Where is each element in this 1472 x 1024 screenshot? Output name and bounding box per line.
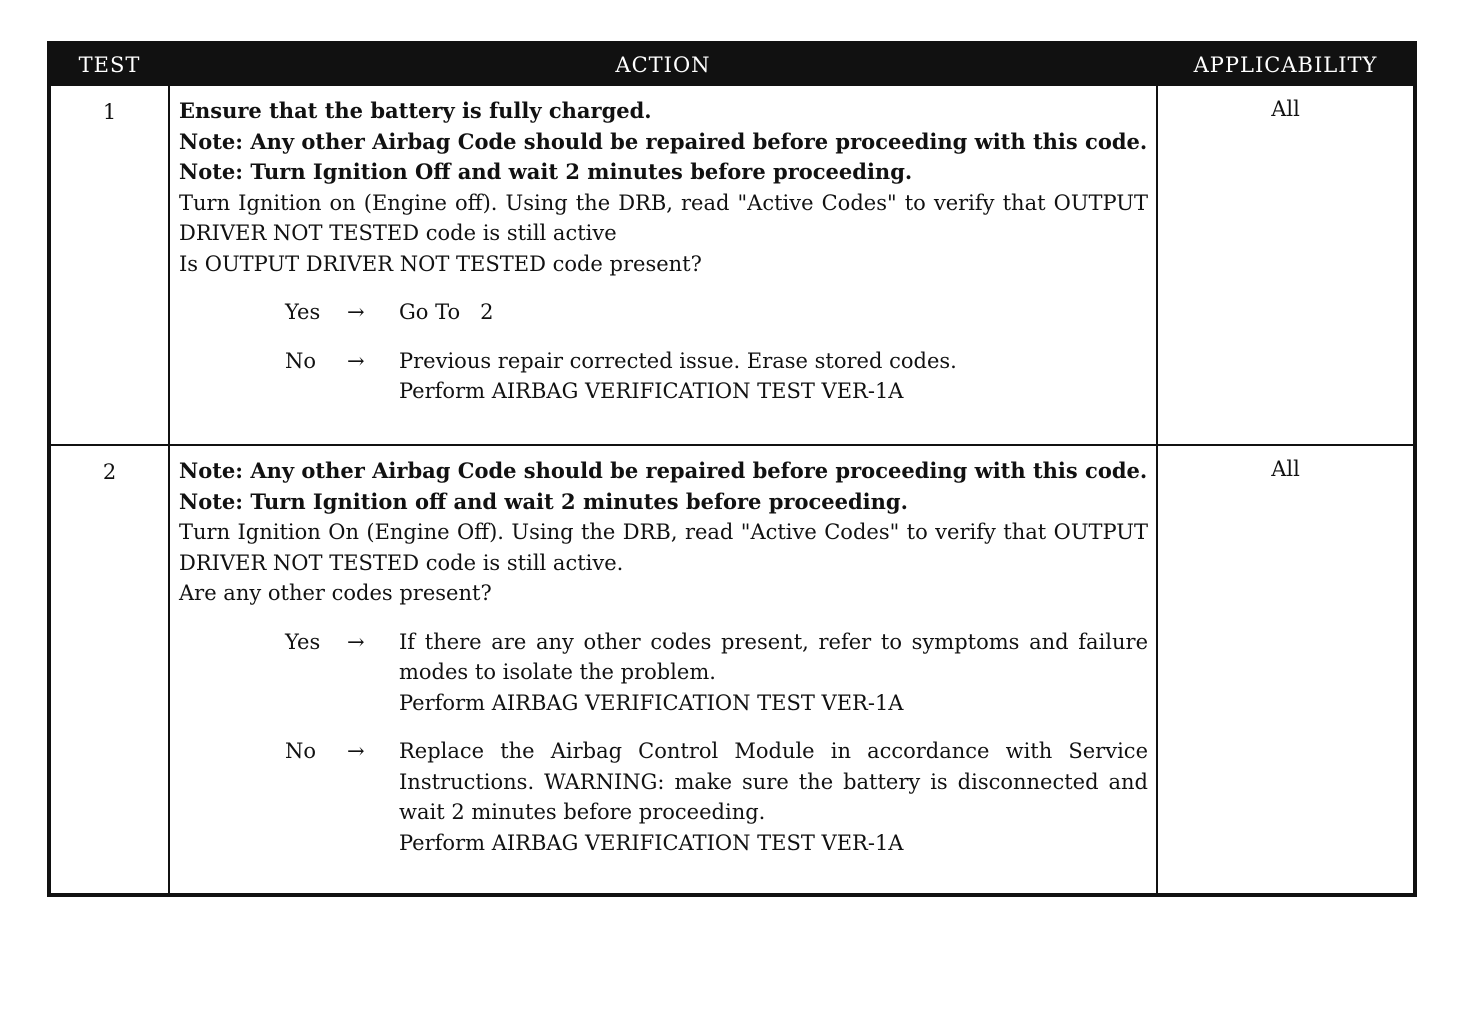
test-number: 2	[49, 445, 169, 895]
outcome-result-line: Replace the Airbag Control Module in accordance with Service Instructions. WARNING: make sure the battery is disconnected and wait 2 minutes before proceeding.	[399, 739, 1148, 824]
outcome-yes	[179, 297, 1148, 328]
header-row	[49, 43, 1415, 85]
header-test: TEST	[49, 43, 169, 85]
right-arrow-icon: →	[347, 300, 365, 324]
outcome-label: Yes	[285, 300, 321, 324]
action-note: Note: Turn Ignition Off and wait 2 minutes before proceeding.	[179, 159, 913, 184]
outcome-result: Go To 2	[399, 300, 494, 324]
diagnostic-test-table	[47, 41, 1417, 897]
action-note: Note: Turn Ignition off and wait 2 minutes before proceeding.	[179, 488, 908, 514]
table-header	[49, 43, 1415, 85]
outcome-result	[399, 346, 1148, 407]
outcome-yes	[179, 627, 1148, 719]
right-arrow-icon: →	[347, 629, 365, 654]
outcome-result-line: If there are any other codes present, refer to symptoms and failure modes to isolate the problem.	[399, 629, 1148, 684]
outcome-result-line: Perform AIRBAG VERIFICATION TEST VER-1A	[399, 379, 904, 403]
outcome-label: No	[285, 739, 317, 763]
outcome-label: Yes	[285, 629, 321, 654]
table-row	[49, 85, 1415, 445]
applicability-cell: All	[1157, 85, 1415, 445]
outcome-result	[399, 627, 1148, 719]
action-line: Turn Ignition On (Engine Off). Using the DRB, read "Active Codes" to verify that OUTPUT DRIVER NOT TESTED code is still active.	[179, 520, 1148, 575]
outcome-result-line: Previous repair corrected issue. Erase stored codes.	[399, 348, 957, 373]
action-note: Note: Any other Airbag Code should be repaired before proceeding with this code.	[179, 458, 1148, 483]
applicability-cell: All	[1157, 445, 1415, 895]
outcome-result	[399, 736, 1148, 858]
action-cell	[169, 85, 1157, 445]
right-arrow-icon: →	[347, 739, 365, 763]
table-row	[49, 445, 1415, 895]
action-note: Note: Any other Airbag Code should be repaired before proceeding with this code.	[179, 128, 1148, 154]
outcome-label: No	[285, 348, 317, 373]
action-line: Ensure that the battery is fully charged.	[179, 98, 652, 123]
action-cell	[169, 445, 1157, 895]
action-line: Turn Ignition on (Engine off). Using the DRB, read "Active Codes" to verify that OUTPUT DRIVER NOT TESTED code is still active	[179, 190, 1148, 245]
outcome-result-line: Perform AIRBAG VERIFICATION TEST VER-1A	[399, 690, 904, 715]
outcome-no	[179, 736, 1148, 858]
header-action: ACTION	[169, 43, 1157, 85]
outcome-no	[179, 346, 1148, 407]
outcome-result-line: Perform AIRBAG VERIFICATION TEST VER-1A	[399, 830, 904, 855]
header-applicability: APPLICABILITY	[1157, 43, 1415, 85]
action-question: Are any other codes present?	[179, 581, 492, 605]
action-question: Is OUTPUT DRIVER NOT TESTED code present?	[179, 251, 702, 276]
right-arrow-icon: →	[347, 348, 365, 373]
test-number: 1	[49, 85, 169, 445]
